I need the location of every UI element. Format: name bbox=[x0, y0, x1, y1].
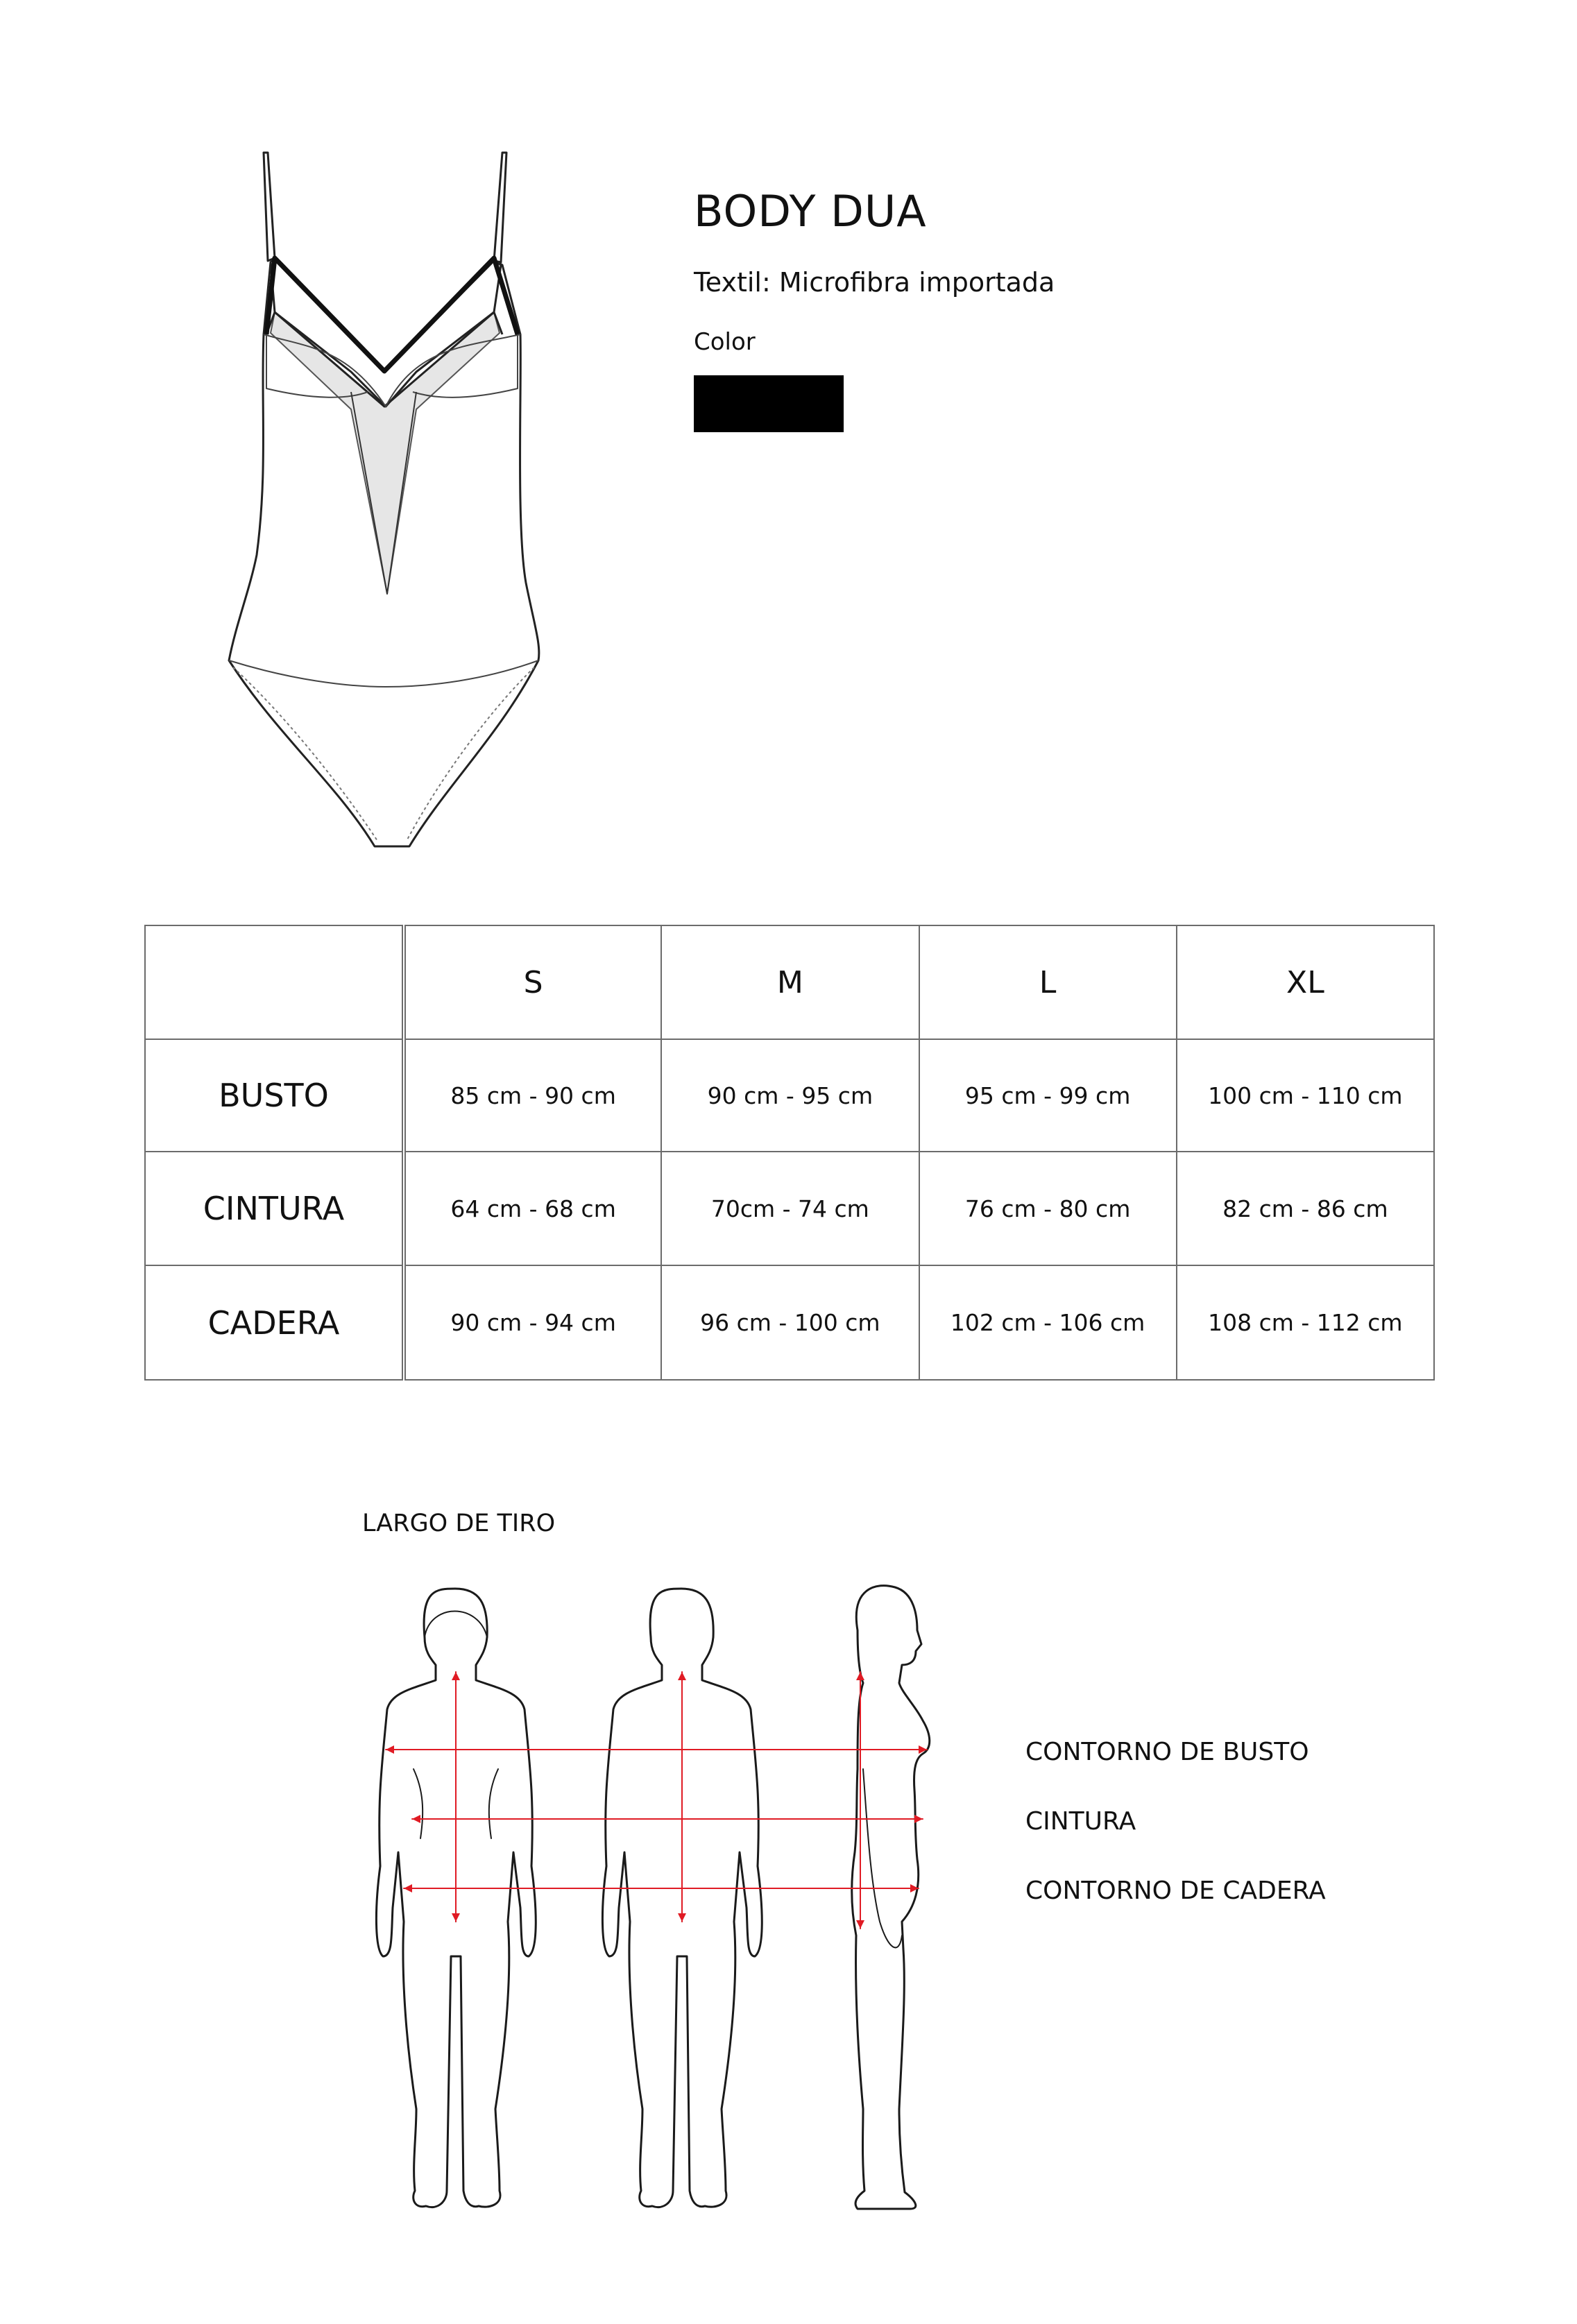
table-cell: 82 cm - 86 cm bbox=[1177, 1152, 1434, 1265]
color-label: Color bbox=[694, 328, 756, 356]
textile-info: Textil: Microfibra importada bbox=[694, 267, 1055, 298]
size-header-row bbox=[145, 925, 1434, 1039]
table-cell: 64 cm - 68 cm bbox=[404, 1152, 661, 1265]
table-cell: 108 cm - 112 cm bbox=[1177, 1265, 1434, 1380]
product-title: BODY DUA bbox=[694, 186, 927, 237]
table-corner-cell bbox=[145, 925, 404, 1039]
row-label-cintura: CINTURA bbox=[145, 1152, 404, 1265]
bodysuit-technical-drawing-icon bbox=[208, 139, 569, 853]
hip-label: CONTORNO DE CADERA bbox=[1025, 1877, 1326, 1905]
table-cell: 96 cm - 100 cm bbox=[661, 1265, 919, 1380]
table-row-cadera bbox=[145, 1265, 1434, 1380]
rise-label: LARGO DE TIRO bbox=[362, 1510, 556, 1537]
table-cell: 90 cm - 94 cm bbox=[404, 1265, 661, 1380]
size-header-l: L bbox=[919, 925, 1177, 1039]
table-cell: 102 cm - 106 cm bbox=[919, 1265, 1177, 1380]
table-cell: 95 cm - 99 cm bbox=[919, 1039, 1177, 1152]
size-header-m: M bbox=[661, 925, 919, 1039]
size-header-s: S bbox=[404, 925, 661, 1039]
table-cell: 85 cm - 90 cm bbox=[404, 1039, 661, 1152]
table-cell: 100 cm - 110 cm bbox=[1177, 1039, 1434, 1152]
body-measurement-figures-icon bbox=[0, 1561, 1577, 2262]
size-chart-table bbox=[144, 925, 1435, 1379]
table-cell: 90 cm - 95 cm bbox=[661, 1039, 919, 1152]
bust-label: CONTORNO DE BUSTO bbox=[1025, 1738, 1309, 1766]
size-header-xl: XL bbox=[1177, 925, 1434, 1039]
table-cell: 70cm - 74 cm bbox=[661, 1152, 919, 1265]
row-label-cadera: CADERA bbox=[145, 1265, 404, 1380]
waist-label: CINTURA bbox=[1025, 1807, 1136, 1836]
table-row-cintura bbox=[145, 1152, 1434, 1265]
table-row-busto bbox=[145, 1039, 1434, 1152]
color-swatch[interactable] bbox=[694, 375, 844, 432]
row-label-busto: BUSTO bbox=[145, 1039, 404, 1152]
table-cell: 76 cm - 80 cm bbox=[919, 1152, 1177, 1265]
